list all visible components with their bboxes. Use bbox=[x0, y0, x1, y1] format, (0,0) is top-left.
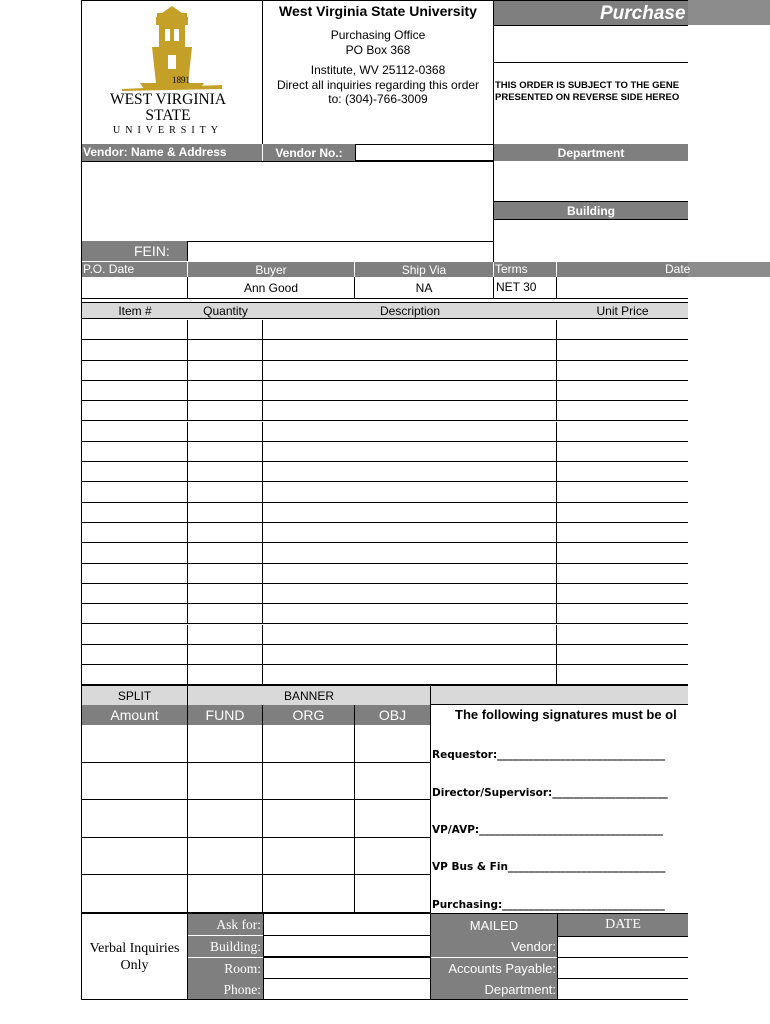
item-number-cell[interactable] bbox=[82, 665, 188, 685]
fund-cell[interactable] bbox=[188, 800, 263, 838]
date-column-label: DATE bbox=[557, 914, 688, 936]
divider bbox=[494, 25, 688, 26]
unit-price-cell[interactable] bbox=[557, 665, 688, 685]
quantity-cell[interactable] bbox=[188, 340, 263, 360]
city-line: Institute, WV 25112-0368 bbox=[310, 63, 446, 77]
item-number-cell[interactable] bbox=[82, 361, 188, 381]
item-number-cell[interactable] bbox=[82, 584, 188, 604]
quantity-cell[interactable] bbox=[188, 442, 263, 462]
quantity-cell[interactable] bbox=[188, 604, 263, 624]
obj-cell[interactable] bbox=[355, 725, 431, 763]
amount-cell[interactable] bbox=[82, 763, 188, 801]
inquiries-line1: Direct all inquiries regarding this order bbox=[276, 78, 480, 92]
item-number-cell[interactable] bbox=[82, 381, 188, 401]
item-number-cell[interactable] bbox=[82, 503, 188, 523]
org-cell[interactable] bbox=[263, 763, 355, 801]
description-cell[interactable] bbox=[263, 381, 557, 401]
unit-price-cell[interactable] bbox=[557, 564, 688, 584]
description-cell[interactable] bbox=[263, 564, 557, 584]
unit-price-cell[interactable] bbox=[557, 604, 688, 624]
unit-price-cell[interactable] bbox=[557, 584, 688, 604]
terms-notice-line2: PRESENTED ON REVERSE SIDE HEREO bbox=[495, 92, 680, 103]
vendor-no-label: Vendor No.: bbox=[263, 144, 355, 161]
amount-cell[interactable] bbox=[82, 838, 188, 876]
vp-bus-fin-signature[interactable]: VP Bus & Fin______________________________ bbox=[432, 861, 666, 873]
org-header: ORG bbox=[263, 705, 355, 725]
phone-input[interactable] bbox=[263, 978, 431, 1000]
vendor-no-input[interactable] bbox=[355, 144, 494, 161]
vendor-name-label: Vendor: Name & Address bbox=[82, 144, 262, 161]
description-cell[interactable] bbox=[263, 482, 557, 502]
date-bar-extension bbox=[688, 262, 770, 277]
mailed-vendor-label: Vendor: bbox=[431, 936, 557, 957]
terms-notice bbox=[495, 80, 688, 104]
terms-value[interactable]: NET 30 bbox=[494, 277, 557, 299]
logo-line3: UNIVERSITY bbox=[113, 125, 223, 136]
split-label: SPLIT bbox=[82, 685, 188, 705]
amount-cell[interactable] bbox=[82, 725, 188, 763]
quantity-cell[interactable] bbox=[188, 625, 263, 645]
unit-price-cell[interactable] bbox=[557, 340, 688, 360]
quantity-cell[interactable] bbox=[188, 482, 263, 502]
obj-header: OBJ bbox=[355, 705, 431, 725]
po-date-label: P.O. Date bbox=[82, 262, 187, 277]
quantity-cell[interactable] bbox=[188, 564, 263, 584]
building-contact-input[interactable] bbox=[263, 935, 431, 957]
description-cell[interactable] bbox=[263, 645, 557, 665]
po-date-value[interactable] bbox=[82, 277, 188, 299]
unit-price-cell[interactable] bbox=[557, 422, 688, 442]
divider bbox=[494, 62, 688, 63]
mailed-label: MAILED bbox=[431, 914, 557, 936]
unit-price-cell[interactable] bbox=[557, 543, 688, 563]
col-header-item: Item # bbox=[118, 304, 152, 318]
unit-price-cell[interactable] bbox=[557, 381, 688, 401]
building-contact-label: Building: bbox=[188, 936, 263, 957]
purchasing-signature[interactable]: Purchasing:_______________________________ bbox=[432, 899, 665, 911]
description-cell[interactable] bbox=[263, 665, 557, 685]
verbal-inquiries-line1: Verbal Inquiries bbox=[89, 941, 180, 956]
fein-label: FEIN: bbox=[82, 241, 187, 261]
room-label: Room: bbox=[188, 958, 263, 979]
verbal-inquiries-line2: Only bbox=[120, 958, 149, 973]
logo-line1: WEST VIRGINIA bbox=[109, 91, 227, 108]
ask-for-label: Ask for: bbox=[188, 914, 263, 935]
item-number-cell[interactable] bbox=[82, 422, 188, 442]
mailed-department-label: Department: bbox=[431, 979, 557, 1000]
item-number-cell[interactable] bbox=[82, 442, 188, 462]
unit-price-cell[interactable] bbox=[557, 442, 688, 462]
item-number-cell[interactable] bbox=[82, 645, 188, 665]
quantity-cell[interactable] bbox=[188, 361, 263, 381]
date-value[interactable] bbox=[557, 277, 688, 299]
item-number-cell[interactable] bbox=[82, 320, 188, 340]
description-cell[interactable] bbox=[263, 340, 557, 360]
date-label: Date bbox=[557, 262, 688, 277]
unit-price-cell[interactable] bbox=[557, 523, 688, 543]
item-number-cell[interactable] bbox=[82, 482, 188, 502]
department-input[interactable] bbox=[494, 162, 688, 200]
item-number-cell[interactable] bbox=[82, 523, 188, 543]
fund-cell[interactable] bbox=[188, 838, 263, 876]
address-block bbox=[263, 1, 493, 143]
department-label: Department bbox=[494, 144, 688, 161]
quantity-cell[interactable] bbox=[188, 543, 263, 563]
fund-header: FUND bbox=[188, 705, 263, 725]
quantity-cell[interactable] bbox=[188, 422, 263, 442]
org-cell[interactable] bbox=[263, 838, 355, 876]
unit-price-cell[interactable] bbox=[557, 462, 688, 482]
mailed-ap-date[interactable] bbox=[557, 957, 688, 979]
item-number-cell[interactable] bbox=[82, 625, 188, 645]
banner-label: BANNER bbox=[188, 685, 431, 705]
ship-via-value[interactable]: NA bbox=[355, 277, 494, 299]
col-header-unit-price: Unit Price bbox=[596, 304, 649, 318]
description-cell[interactable] bbox=[263, 625, 557, 645]
terms-label: Terms bbox=[494, 262, 556, 277]
signature-heading: The following signatures must be ol bbox=[455, 707, 677, 722]
description-cell[interactable] bbox=[263, 320, 557, 340]
quantity-cell[interactable] bbox=[188, 584, 263, 604]
col-header-quantity: Quantity bbox=[203, 304, 248, 318]
inquiries-line2: to: (304)-766-3009 bbox=[328, 92, 428, 106]
fund-cell[interactable] bbox=[188, 763, 263, 801]
item-number-cell[interactable] bbox=[82, 462, 188, 482]
po-box: PO Box 368 bbox=[345, 43, 411, 57]
quantity-cell[interactable] bbox=[188, 645, 263, 665]
university-logo bbox=[82, 1, 262, 143]
quantity-cell[interactable] bbox=[188, 665, 263, 685]
description-cell[interactable] bbox=[263, 422, 557, 442]
obj-cell[interactable] bbox=[355, 838, 431, 876]
amount-cell[interactable] bbox=[82, 800, 188, 838]
signature-header-shade bbox=[431, 685, 688, 705]
description-cell[interactable] bbox=[263, 401, 557, 421]
quantity-cell[interactable] bbox=[188, 503, 263, 523]
unit-price-cell[interactable] bbox=[557, 482, 688, 502]
quantity-cell[interactable] bbox=[188, 381, 263, 401]
building-input[interactable] bbox=[494, 221, 688, 262]
unit-price-cell[interactable] bbox=[557, 361, 688, 381]
fund-cell[interactable] bbox=[188, 875, 263, 913]
item-number-cell[interactable] bbox=[82, 340, 188, 360]
verbal-inquiries bbox=[82, 914, 187, 1000]
description-cell[interactable] bbox=[263, 442, 557, 462]
unit-price-cell[interactable] bbox=[557, 625, 688, 645]
description-cell[interactable] bbox=[263, 503, 557, 523]
purchase-title-bar bbox=[494, 1, 688, 25]
title-bar-extension bbox=[688, 0, 770, 25]
university-name: West Virginia State University bbox=[279, 3, 477, 19]
buyer-label: Buyer bbox=[188, 262, 354, 277]
order-values-row bbox=[82, 277, 688, 299]
purchase-title: Purchase bbox=[600, 3, 686, 24]
description-cell[interactable] bbox=[263, 523, 557, 543]
vendor-address-area[interactable] bbox=[82, 162, 493, 240]
unit-price-cell[interactable] bbox=[557, 645, 688, 665]
form-bottom-border bbox=[81, 999, 688, 1000]
description-cell[interactable] bbox=[263, 604, 557, 624]
quantity-cell[interactable] bbox=[188, 523, 263, 543]
item-number-cell[interactable] bbox=[82, 604, 188, 624]
unit-price-cell[interactable] bbox=[557, 320, 688, 340]
quantity-cell[interactable] bbox=[188, 401, 263, 421]
description-cell[interactable] bbox=[263, 543, 557, 563]
mailed-ap-label: Accounts Payable: bbox=[431, 958, 557, 979]
description-cell[interactable] bbox=[263, 361, 557, 381]
org-cell[interactable] bbox=[263, 725, 355, 763]
vp-avp-signature[interactable]: VP/AVP:___________________________________ bbox=[432, 824, 663, 836]
room-input[interactable] bbox=[263, 957, 431, 979]
quantity-cell[interactable] bbox=[188, 462, 263, 482]
obj-cell[interactable] bbox=[355, 800, 431, 838]
terms-notice-line1: THIS ORDER IS SUBJECT TO THE GENE bbox=[495, 80, 680, 91]
item-number-cell[interactable] bbox=[82, 543, 188, 563]
description-cell[interactable] bbox=[263, 584, 557, 604]
org-cell[interactable] bbox=[263, 875, 355, 913]
fein-input[interactable] bbox=[187, 241, 493, 261]
requestor-signature[interactable]: Requestor:________________________________ bbox=[432, 749, 666, 761]
phone-label: Phone: bbox=[188, 979, 263, 1000]
item-number-cell[interactable] bbox=[82, 401, 188, 421]
amount-cell[interactable] bbox=[82, 875, 188, 913]
amount-header: Amount bbox=[82, 705, 188, 725]
quantity-cell[interactable] bbox=[188, 320, 263, 340]
obj-cell[interactable] bbox=[355, 875, 431, 913]
description-cell[interactable] bbox=[263, 462, 557, 482]
unit-price-cell[interactable] bbox=[557, 401, 688, 421]
ask-for-input[interactable] bbox=[263, 914, 431, 936]
obj-cell[interactable] bbox=[355, 763, 431, 801]
fund-cell[interactable] bbox=[188, 725, 263, 763]
buyer-value[interactable]: Ann Good bbox=[188, 277, 355, 299]
item-number-cell[interactable] bbox=[82, 564, 188, 584]
org-cell[interactable] bbox=[263, 800, 355, 838]
col-header-description: Description bbox=[379, 304, 441, 318]
mailed-vendor-date[interactable] bbox=[557, 936, 688, 958]
director-signature[interactable]: Director/Supervisor:______________________ bbox=[432, 787, 668, 799]
logo-year: 1891 bbox=[172, 75, 190, 85]
logo-line2: STATE bbox=[145, 107, 191, 124]
building-label: Building bbox=[494, 201, 688, 220]
unit-price-cell[interactable] bbox=[557, 503, 688, 523]
ship-via-label: Ship Via bbox=[355, 262, 493, 277]
mailed-department-date[interactable] bbox=[557, 978, 688, 1000]
office-name: Purchasing Office bbox=[330, 28, 426, 42]
